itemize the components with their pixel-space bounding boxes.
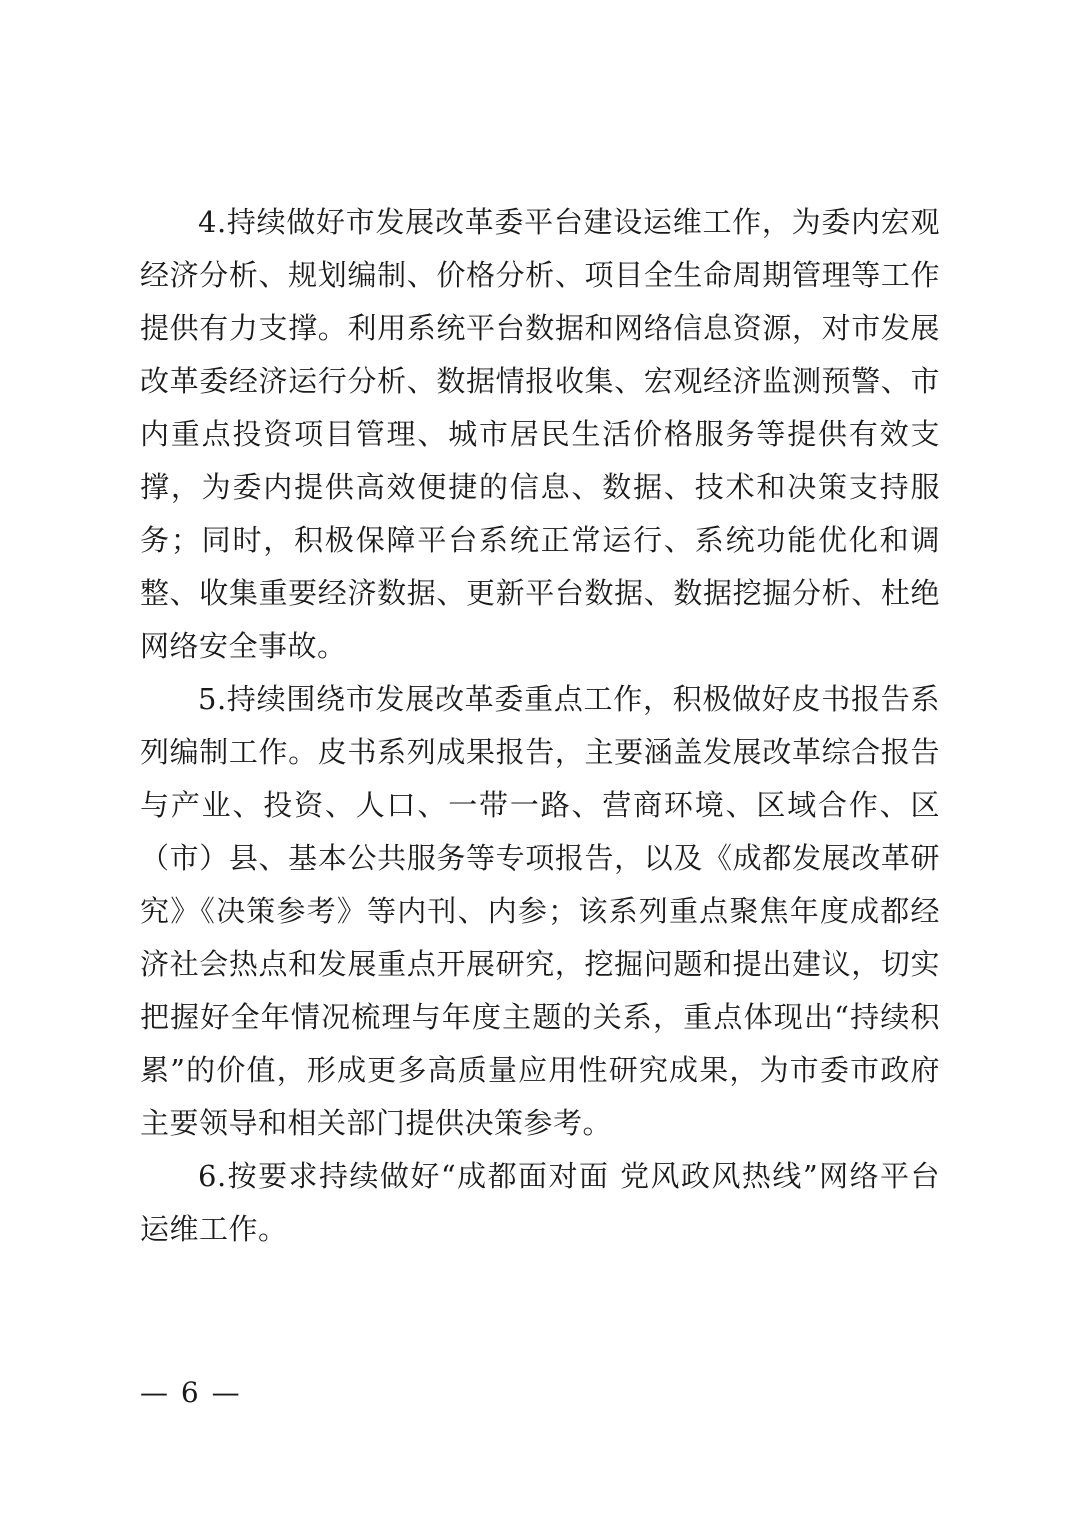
- paragraph-item-4: 4.持续做好市发展改革委平台建设运维工作，为委内宏观经济分析、规划编制、价格分析、项目全生命周期管理等工作提供有力支撑。利用系统平台数据和网络信息资源，对市发展改革委经济运行分析、数据情报收集、宏观经济监测预警、市内重点投资项目管理、城市居民生活价格服务等提供有效支撑，为委内提供高效便捷的信息、数据、技术和决策支持服务；同时，积极保障平台系统正常运行、系统功能优化和调整、收集重要经济数据、更新平台数据、数据挖掘分析、杜绝网络安全事故。: [140, 205, 940, 663]
- paragraph-item-5: 5.持续围绕市发展改革委重点工作，积极做好皮书报告系列编制工作。皮书系列成果报告，主要涵盖发展改革综合报告与产业、投资、人口、一带一路、营商环境、区域合作、区（市）县、基本公共服务等专项报告，以及《成都发展改革研究》《决策参考》等内刊、内参；该系列重点聚焦年度成都经济社会热点和发展重点开展研究，挖掘问题和提出建议，切实把握好全年情况梳理与年度主题的关系，重点体现出“持续积累”的价值，形成更多高质量应用性研究成果，为市委市政府主要领导和相关部门提供决策参考。: [140, 682, 940, 1140]
- document-body: [140, 196, 940, 1256]
- paragraph-item-6: 6.按要求持续做好“成都面对面 党风政风热线”网络平台运维工作。: [140, 1159, 940, 1246]
- page-number: — 6 —: [140, 1376, 242, 1409]
